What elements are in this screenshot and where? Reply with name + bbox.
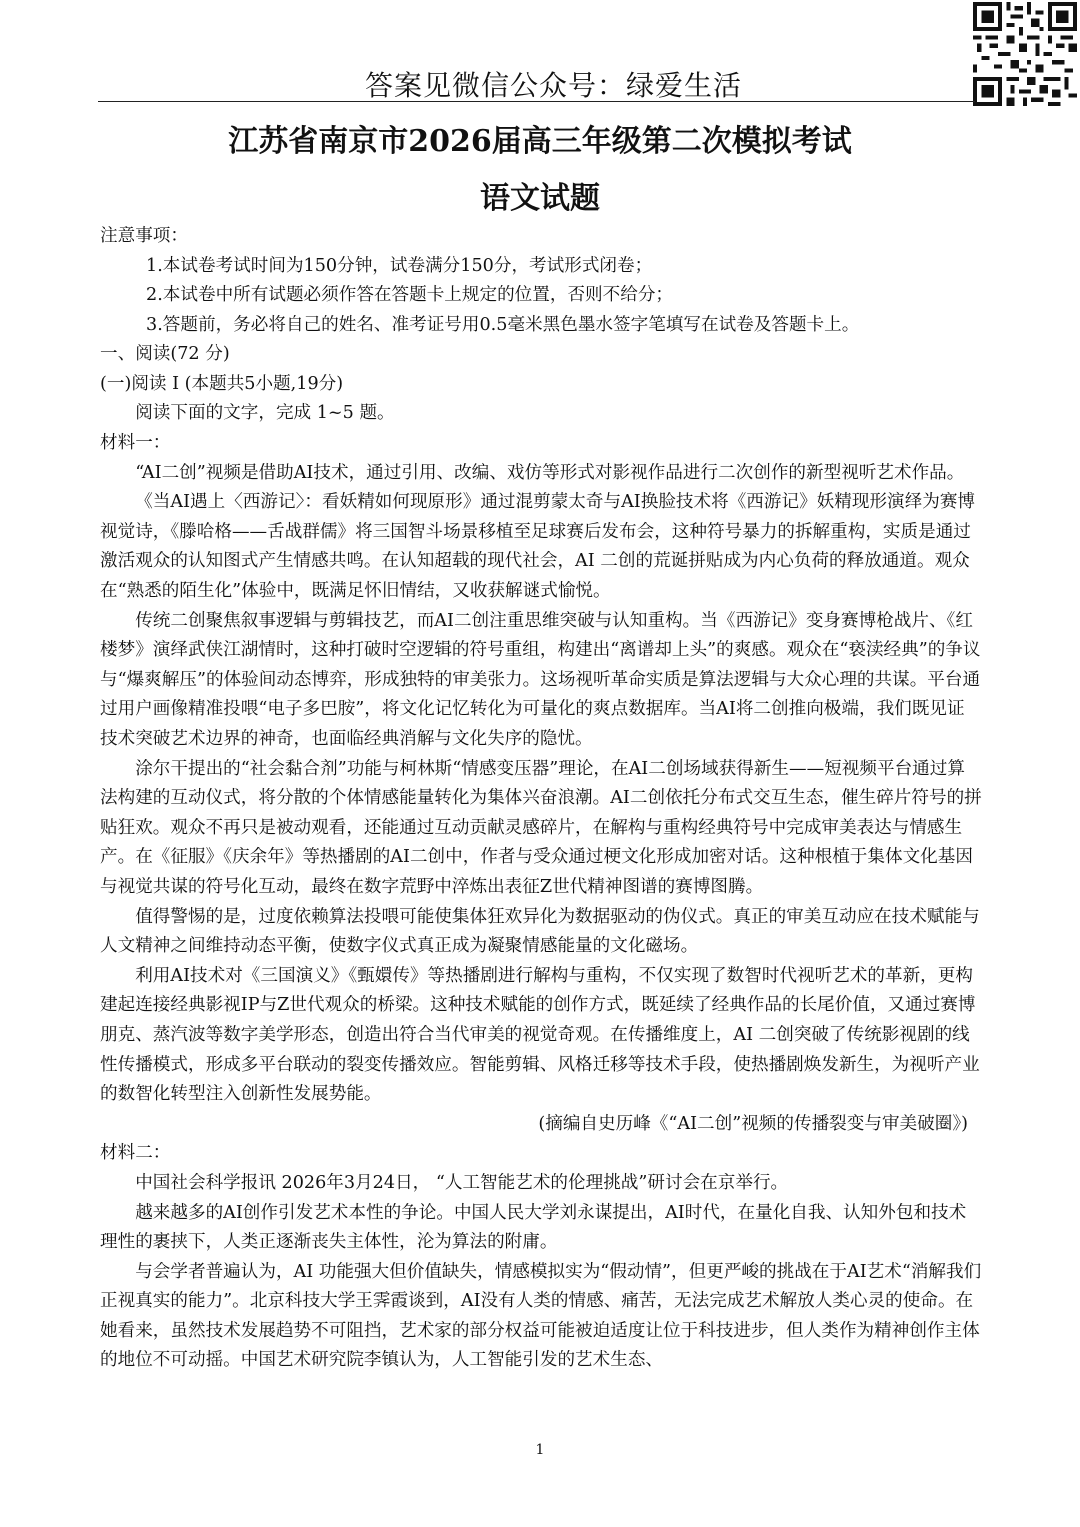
material-label: 材料一： — [100, 433, 171, 454]
paragraph: “AI二创”视频是借助AI技术，通过引用、改编、戏仿等形式对影视作品进行二次创作的新型视听艺术作品。 — [135, 462, 965, 483]
paragraph: 中国社会科学报讯 2026年3月24日， “人工智能艺术的伦理挑战”研讨会在京举行。 — [135, 1172, 789, 1193]
note-item: 1.本试卷考试时间为150分钟，试卷满分150分，考试形式闭卷； — [146, 255, 653, 276]
material-source: (摘编自史历峰《“AI二创”视频的传播裂变与审美破圈》) — [538, 1113, 968, 1134]
material-label: 材料二： — [100, 1143, 171, 1164]
paragraph: 利用AI技术对《三国演义》《甄嬛传》等热播剧进行解构与重构，不仅实现了数智时代视听艺术的革新，更构建起连接经典影视IP与Z世代观众的桥梁。这种技术赋能的创作方式，既延续了经典作品的长尾价值，又通过赛博朋克、蒸汽波等数字美学形态，创造出符合当代审美的视觉奇观。在传播维度上，AI 二创突破了传统影视剧的线性传播模式，形成多平台联动的裂变传播效应。智能剪辑、风格迁移等技术手段，使热播剧焕发新生，为视听产业的数智化转型注入创新性发展势能。 — [100, 965, 980, 1105]
qr-code-icon — [973, 2, 1077, 106]
header-divider — [98, 101, 975, 102]
notes-heading: 注意事项： — [100, 226, 188, 246]
exam-title: 江苏省南京市2026届高三年级第二次模拟考试 — [228, 124, 852, 159]
section-heading: 一、阅读(72 分) — [100, 344, 230, 365]
note-item: 3.答题前，务必将自己的姓名、准考证号用0.5毫米黑色墨水签字笔填写在试卷及答题卡上。 — [146, 314, 860, 335]
section-subheading: (一)阅读 Ⅰ (本题共5小题,19分) — [100, 373, 344, 394]
paragraph: 越来越多的AI创作引发艺术本性的争论。中国人民大学刘永谋提出，AI时代，在量化自我、认知外包和技术理性的裹挟下，人类正逐渐丧失主体性，沦为算法的附庸。 — [100, 1202, 967, 1253]
exam-subject: 语文试题 — [480, 181, 600, 216]
paragraph: 值得警惕的是，过度依赖算法投喂可能使集体狂欢异化为数据驱动的伪仪式。真正的审美互动应在技术赋能与人文精神之间维持动态平衡，使数字仪式真正成为凝聚情感能量的文化磁场。 — [100, 906, 980, 957]
paragraph: 《当AI遇上〈西游记〉：看妖精如何现原形》通过混剪蒙太奇与AI换脸技术将《西游记》妖精现形演绎为赛博视觉诗，《滕哈格——舌战群儒》将三国智斗场景移植至足球赛后发布会，这种符号暴力的拆解重构，实质是通过激活观众的认知图式产生情感共鸣。在认知超载的现代社会，AI 二创的荒诞拼贴成为内心负荷的释放通道。观众在“熟悉的陌生化”体验中，既满足怀旧情结，又收获解谜式愉悦。 — [100, 492, 976, 602]
note-item: 2.本试卷中所有试题必须作答在答题卡上规定的位置，否则不给分； — [146, 285, 674, 306]
paragraph: 传统二创聚焦叙事逻辑与剪辑技艺，而AI二创注重思维突破与认知重构。当《西游记》变身赛博枪战片、《红楼梦》演绎武侠江湖情时，这种打破时空逻辑的符号重组，构建出“离谱却上头”的爽感。观众在“亵渎经典”的争议与“爆爽解压”的体验间动态博弈，形成独特的审美张力。这场视听革命实质是算法逻辑与大众心理的共谋。平台通过用户画像精准投喂“电子多巴胺”，将文化记忆转化为可量化的爽点数据库。当AI将二创推向极端，我们既见证技术突破艺术边界的神奇，也面临经典消解与文化失序的隐忧。 — [100, 610, 981, 749]
section-instruction: 阅读下面的文字，完成 1~5 题。 — [135, 403, 395, 424]
watermark-text: 答案见微信公众号：绿爱生活 — [365, 69, 743, 102]
exam-content — [100, 222, 982, 1376]
paragraph: 与会学者普遍认为，AI 功能强大但价值缺失，情感模拟实为“假动情”，但更严峻的挑战在于AI艺术“消解我们正视真实的能力”。北京科技大学王霁霞谈到，AI没有人类的情感、痛苦，无法完成艺术解放人类心灵的使命。在她看来，虽然技术发展趋势不可阻挡，艺术家的部分权益可能被迫适度让位于科技进步，但人类作为精神创作主体的地位不可动摇。中国艺术研究院李镇认为，人工智能引发的艺术生态、 — [100, 1261, 982, 1371]
page-number: 1 — [535, 1442, 545, 1458]
paragraph: 涂尔干提出的“社会黏合剂”功能与柯林斯“情感变压器”理论，在AI二创场域获得新生——短视频平台通过算法构建的互动仪式，将分散的个体情感能量转化为集体兴奋浪潮。AI二创依托分布式交互生态，催生碎片符号的拼贴狂欢。观众不再只是被动观看，还能通过互动贡献灵感碎片，在解构与重构经典符号中完成审美表达与情感生产。在《征服》《庆余年》等热播剧的AI二创中，作者与受众通过梗文化形成加密对话。这种根植于集体文化基因与视觉共谋的符号化互动，最终在数字荒野中淬炼出表征Z世代精神图谱的赛博图腾。 — [100, 758, 982, 897]
